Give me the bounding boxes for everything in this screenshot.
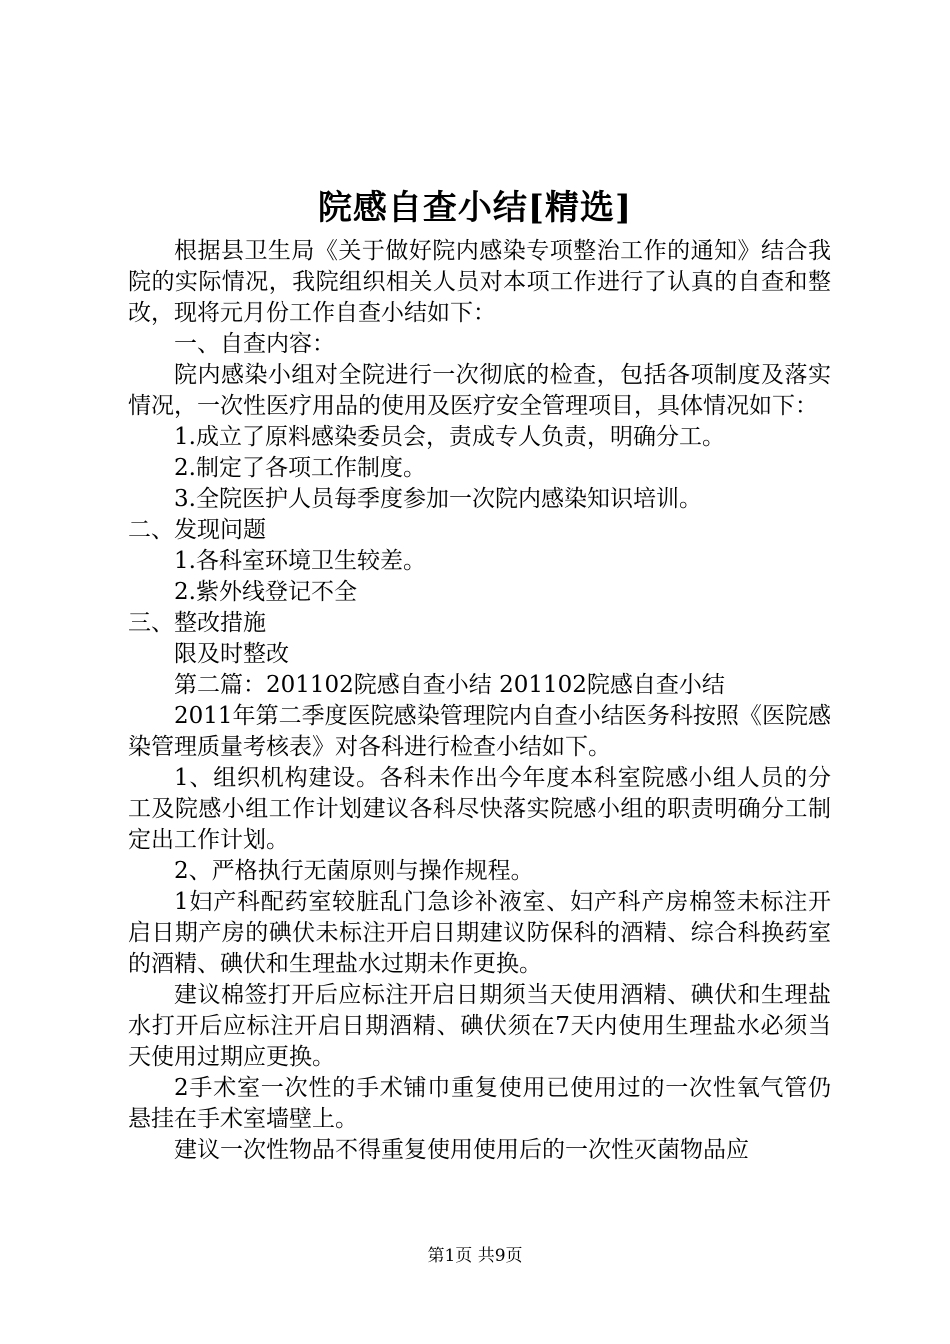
paragraph: 建议一次性物品不得重复使用使用后的一次性灭菌物品应	[174, 1137, 749, 1163]
paragraph: 1、组织机构建设。各科未作出今年度本科室院感小组人员的分工及院感小组工作计划建议各科尽快落实院感小组的职责明确分工制定出工作计划。	[128, 765, 831, 853]
paragraph: 1妇产科配药室较脏乱门急诊补液室、妇产科产房棉签未标注开启日期产房的碘伏未标注开启日期建议防保科的酒精、综合科换药室的酒精、碘伏和生理盐水过期未作更换。	[128, 889, 831, 977]
list-item: 2.紫外线登记不全	[174, 579, 357, 605]
page-footer	[0, 1244, 950, 1268]
paragraph: 建议棉签打开后应标注开启日期须当天使用酒精、碘伏和生理盐水打开后应标注开启日期酒精、碘伏须在7天内使用生理盐水必须当天使用过期应更换。	[128, 982, 831, 1070]
paragraph: 2、严格执行无菌原则与操作规程。	[174, 858, 534, 884]
list-item: 3.全院医护人员每季度参加一次院内感染知识培训。	[174, 486, 702, 512]
list-item: 1.各科室环境卫生较差。	[174, 548, 426, 574]
list-item: 2.制定了各项工作制度。	[174, 455, 426, 481]
paragraph: 2011年第二季度医院感染管理院内自查小结医务科按照《医院感染管理质量考核表》对各科进行检查小结如下。	[128, 703, 831, 760]
document-title: 院感自查小结[精选]	[317, 188, 633, 228]
paragraph: 院内感染小组对全院进行一次彻底的检查，包括各项制度及落实情况，一次性医疗用品的使用及医疗安全管理项目，具体情况如下：	[128, 362, 831, 419]
section-heading: 一、自查内容：	[174, 331, 335, 357]
chapter-heading: 第二篇：201102院感自查小结 201102院感自查小结	[174, 672, 725, 698]
document-body	[128, 236, 831, 1166]
section-heading: 三、整改措施	[128, 610, 266, 636]
page-indicator: 第1页 共9页	[427, 1246, 523, 1266]
list-item: 1.成立了原料感染委员会，责成专人负责，明确分工。	[174, 424, 725, 450]
paragraph: 根据县卫生局《关于做好院内感染专项整治工作的通知》结合我院的实际情况，我院组织相关人员对本项工作进行了认真的自查和整改，现将元月份工作自查小结如下：	[128, 238, 831, 326]
paragraph: 2手术室一次性的手术铺巾重复使用已使用过的一次性氧气管仍悬挂在手术室墙壁上。	[128, 1075, 831, 1132]
section-heading: 二、发现问题	[128, 517, 266, 543]
paragraph: 限及时整改	[174, 641, 289, 667]
